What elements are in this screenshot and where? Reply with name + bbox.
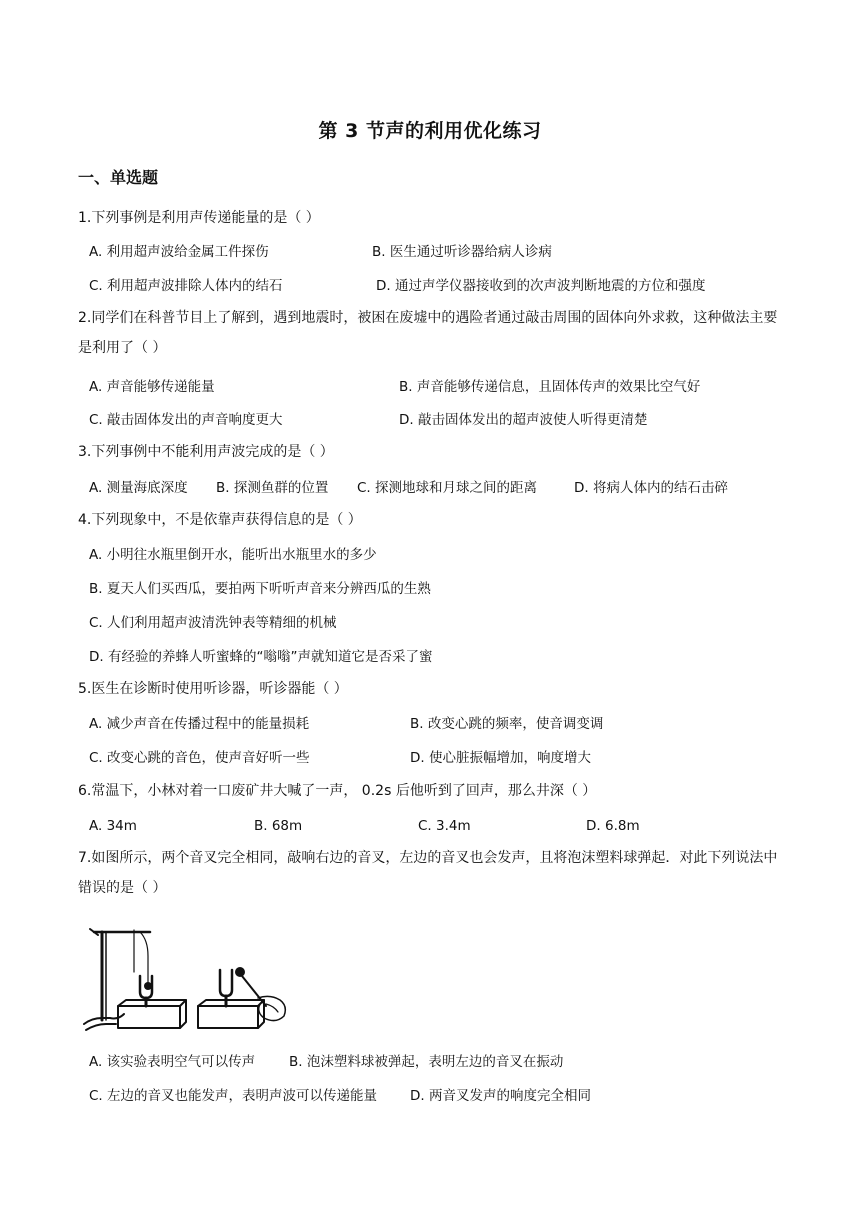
question-7-option-c: C. 左边的音叉也能发声，表明声波可以传递能量: [89, 1088, 378, 1104]
question-4-option-b: B. 夏天人们买西瓜，要拍两下听听声音来分辨西瓜的生熟: [89, 581, 431, 597]
question-1-option-b: B. 医生通过听诊器给病人诊病: [372, 244, 552, 260]
question-2-option-d: D. 敲击固体发出的超声波使人听得更清楚: [399, 412, 648, 428]
question-3-option-d: D. 将病人体内的结石击碎: [574, 480, 728, 496]
question-7-stem: 7.如图所示，两个音叉完全相同，敲响右边的音叉，左边的音叉也会发声，且将泡沫塑料球弹起．对此下列说法中错误的是（ ）: [78, 850, 778, 896]
question-3-stem: 3.下列事例中不能利用声波完成的是（ ）: [78, 444, 334, 460]
question-2-option-b: B. 声音能够传递信息，且固体传声的效果比空气好: [399, 379, 701, 395]
question-1-option-c: C. 利用超声波排除人体内的结石: [89, 278, 283, 294]
question-5-option-c: C. 改变心跳的音色，使声音好听一些: [89, 750, 310, 766]
question-1-option-d: D. 通过声学仪器接收到的次声波判断地震的方位和强度: [376, 278, 706, 294]
page-title: 第 3 节声的利用优化练习: [318, 120, 542, 142]
question-7-option-d: D. 两音叉发声的响度完全相同: [410, 1088, 591, 1104]
tuning-fork-figure: [80, 920, 290, 1035]
question-4-option-c: C. 人们利用超声波清洗钟表等精细的机械: [89, 615, 337, 631]
question-5-stem: 5.医生在诊断时使用听诊器，听诊器能（ ）: [78, 681, 348, 697]
question-6-option-c: C. 3.4m: [418, 818, 471, 834]
section-heading: 一、单选题: [78, 168, 159, 187]
question-7-option-a: A. 该实验表明空气可以传声: [89, 1054, 256, 1070]
question-6-stem: 6.常温下，小林对着一口废矿井大喊了一声， 0.2s 后他听到了回声，那么井深（ ）: [78, 783, 597, 799]
question-5-option-a: A. 减少声音在传播过程中的能量损耗: [89, 716, 310, 732]
question-6-option-d: D. 6.8m: [586, 818, 640, 834]
question-3-option-a: A. 测量海底深度: [89, 480, 188, 496]
question-6-option-a: A. 34m: [89, 818, 137, 834]
question-3-option-b: B. 探测鱼群的位置: [216, 480, 329, 496]
question-1-option-a: A. 利用超声波给金属工件探伤: [89, 244, 269, 260]
question-4-option-a: A. 小明往水瓶里倒开水，能听出水瓶里水的多少: [89, 547, 377, 563]
question-2-stem: 2.同学们在科普节目上了解到，遇到地震时，被困在废墟中的遇险者通过敲击周围的固体向外求救，这种做法主要是利用了（ ）: [78, 310, 778, 356]
question-2-option-a: A. 声音能够传递能量: [89, 379, 215, 395]
question-6-option-b: B. 68m: [254, 818, 303, 834]
question-5-option-b: B. 改变心跳的频率，使音调变调: [410, 716, 604, 732]
question-3-option-c: C. 探测地球和月球之间的距离: [357, 480, 538, 496]
question-5-option-d: D. 使心脏振幅增加，响度增大: [410, 750, 591, 766]
question-2-option-c: C. 敲击固体发出的声音响度更大: [89, 412, 283, 428]
question-7-option-b: B. 泡沫塑料球被弹起，表明左边的音叉在振动: [289, 1054, 564, 1070]
question-1-stem: 1.下列事例是利用声传递能量的是（ ）: [78, 210, 320, 226]
question-4-stem: 4.下列现象中，不是依靠声获得信息的是（ ）: [78, 512, 362, 528]
question-4-option-d: D. 有经验的养蜂人听蜜蜂的“嗡嗡”声就知道它是否采了蜜: [89, 649, 433, 665]
